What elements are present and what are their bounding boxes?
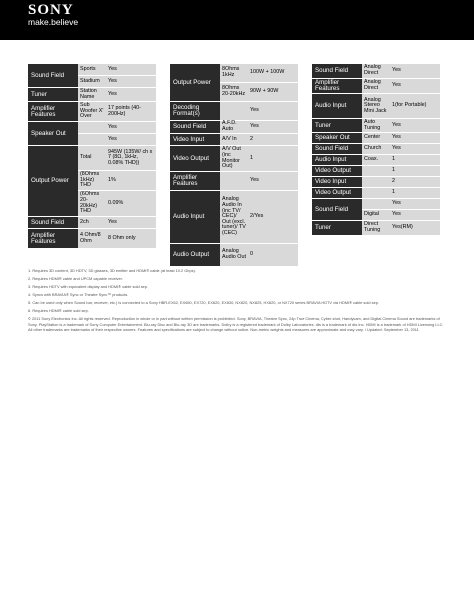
spec-row — [28, 122, 156, 133]
spec-label: Analog Stereo Mini Jack — [362, 94, 390, 118]
spec-label: Sub Woofer X' Over — [78, 102, 106, 121]
spec-value: Yes — [106, 88, 156, 101]
spec-label — [362, 188, 390, 198]
footnotes — [28, 268, 448, 335]
section-label: Audio Output — [170, 244, 220, 266]
spec-value: 0 — [248, 244, 298, 266]
spec-value: Yes — [390, 210, 440, 220]
spec-value: Yes — [106, 134, 156, 145]
section-label: Tuner — [28, 88, 78, 101]
spec-label: Center — [362, 133, 390, 143]
spec-row — [312, 133, 440, 143]
spec-row — [312, 144, 440, 154]
section-label: Sound Field — [28, 64, 78, 87]
spec-row — [312, 188, 440, 198]
spec-label — [220, 102, 248, 120]
spec-row — [28, 102, 156, 121]
spec-label: Direct Tuning — [362, 221, 390, 235]
spec-value: Yes — [106, 217, 156, 228]
spec-value: Yes — [106, 76, 156, 87]
spec-row — [312, 94, 440, 118]
spec-label: 8Ohms 20-20kHz — [220, 83, 248, 101]
spec-row — [170, 134, 298, 145]
spec-value: 8 Ohm only — [106, 229, 156, 248]
spec-row — [312, 119, 440, 132]
spec-row — [170, 146, 298, 171]
footnote: 2. Requires HDMI® cable and UPCM capable receiver. — [28, 275, 123, 281]
section-label: Tuner — [312, 221, 362, 235]
spec-label — [78, 134, 106, 145]
section-label: Audio Input — [312, 155, 362, 165]
section-label: Amplifier Features — [170, 172, 220, 190]
spec-label: Analog Direct — [362, 79, 390, 93]
spec-label: Church — [362, 144, 390, 154]
spec-label: Station Name — [78, 88, 106, 101]
spec-label: Coax. — [362, 155, 390, 165]
section-label: Video Input — [170, 134, 220, 145]
header-bar — [0, 0, 474, 40]
spec-value: 2/Yes — [248, 191, 298, 243]
spec-label: (6Ohms 20-20kHz) THD — [78, 191, 106, 216]
section-label: Speaker Out — [28, 122, 78, 145]
spec-label — [362, 199, 390, 209]
section-label: Sound Field — [170, 121, 220, 133]
spec-label: Total — [78, 146, 106, 170]
spec-label: Sports — [78, 64, 106, 75]
spec-value: 1 — [390, 166, 440, 176]
spec-label: (8Ohms 1kHz) THD — [78, 171, 106, 190]
spec-row — [312, 199, 440, 209]
spec-value: 1 — [390, 155, 440, 165]
spec-value: Yes — [390, 119, 440, 132]
spec-label — [362, 166, 390, 176]
spec-row — [312, 79, 440, 93]
section-label: Video Input — [312, 177, 362, 187]
spec-row — [312, 155, 440, 165]
spec-label: A.F.D. Auto — [220, 121, 248, 133]
sony-logo: SONY — [28, 2, 74, 18]
spec-value: Yes — [248, 172, 298, 190]
section-label: Audio Input — [312, 94, 362, 118]
spec-value: 2 — [390, 177, 440, 187]
spec-row — [312, 177, 440, 187]
spec-row — [312, 64, 440, 78]
spec-value: Yes — [390, 133, 440, 143]
spec-value: Yes — [390, 64, 440, 78]
spec-value: 90W + 90W — [248, 83, 298, 101]
spec-row — [312, 166, 440, 176]
spec-value: Yes — [248, 121, 298, 133]
spec-value: Yes — [390, 199, 440, 209]
spec-value: 2 — [248, 134, 298, 145]
footnote: 4. Syncs with BRAVIA® Sync or Theatre Sync™ products. — [28, 291, 129, 297]
spec-row — [312, 221, 440, 235]
spec-row — [28, 64, 156, 75]
spec-value: 17 points (40-200Hz) — [106, 102, 156, 121]
spec-row — [28, 88, 156, 101]
spec-label: A/V In — [220, 134, 248, 145]
spec-table-col1 — [28, 63, 156, 249]
section-label: Tuner — [312, 119, 362, 132]
spec-label: 2ch — [78, 217, 106, 228]
spec-label: A/V Out (inc Monitor Out) — [220, 146, 248, 171]
spec-label: 8Ohms 1kHz — [220, 64, 248, 82]
spec-row — [28, 146, 156, 170]
legal-text: © 2011 Sony Electronics Inc. All rights reserved. Reproduction in whole or in part without written permission is prohibited. Sony, BRAVIA, Theatre Sync, 24p True Cinema, Cyber-shot, Handycam, and Digital Cinema Sound are trademarks of Sony. PlayStation is a trademark of Sony Computer Entertainment. Blu-ray Disc and Blu-ray 3D are trademarks. Dolby is a registered trademark of Dolby Laboratories. dts is a trademark of dts Inc. HDMI is a trademark of HDMI Licensing LLC. All other trademarks are trademarks of their respective owners. Features and specifications are subject to change without notice. Non-metric weights and measures are approximate and may vary. / Updated: September 13, 2011 — [28, 315, 444, 333]
spec-value: 100W + 100W — [248, 64, 298, 82]
footnote: 3. Requires HDTV with equivalent display and HDMI® cable sold sep. — [28, 283, 149, 289]
footnote: 5. Can be used only when Sound bar, receiver, etc.) is connected to a Sony HBR-EX62, EX650, EX720, EX820, EX830, NX820, NX825, HX820, or NX720 series BRAVIA HDTV via HDMI® cable sold sep. — [28, 299, 379, 305]
spec-value: Yes — [248, 102, 298, 120]
spec-row — [28, 217, 156, 228]
spec-value: Yes — [106, 122, 156, 133]
footnote: 1. Requires 3D content, 3D HDTV, 3D glasses, 3D emitter and HDMI® cable (at least 10.2 Gbps). — [28, 268, 196, 273]
spec-label: Analog Audio Out — [220, 244, 248, 266]
spec-value: 1% — [106, 171, 156, 190]
spec-value: Yes(RM) — [390, 221, 440, 235]
section-label: Amplifier Features — [28, 102, 78, 121]
spec-label — [78, 122, 106, 133]
section-label: Sound Field — [312, 64, 362, 78]
spec-value: 0.09% — [106, 191, 156, 216]
spec-row — [28, 229, 156, 248]
section-label: Sound Field — [312, 144, 362, 154]
spec-label — [220, 172, 248, 190]
spec-label: 4 Ohm/8 Ohm — [78, 229, 106, 248]
section-label: Audio Input — [170, 191, 220, 243]
section-label: Speaker Out — [312, 133, 362, 143]
spec-value: Yes — [106, 64, 156, 75]
section-label: Sound Field — [312, 199, 362, 220]
spec-row — [170, 172, 298, 190]
section-label: Sound Field — [28, 217, 78, 228]
spec-value: Yes — [390, 79, 440, 93]
spec-row — [170, 191, 298, 243]
spec-value: 1 — [390, 188, 440, 198]
spec-label: Digital — [362, 210, 390, 220]
spec-label: Analog Direct — [362, 64, 390, 78]
spec-row — [170, 121, 298, 133]
spec-value: Yes — [390, 144, 440, 154]
spec-label: Analog Audio In (inc TV/ CEC)/ Out (excl. tuner)/ TV (CEC) — [220, 191, 248, 243]
spec-value: 1(for Portable) — [390, 94, 440, 118]
section-label: Amplifier Features — [28, 229, 78, 248]
spec-label — [362, 177, 390, 187]
spec-row — [170, 64, 298, 82]
spec-label: Stadium — [78, 76, 106, 87]
spec-label: Auto Tuning — [362, 119, 390, 132]
spec-row — [170, 244, 298, 266]
spec-row — [170, 102, 298, 120]
spec-table-col3 — [312, 63, 440, 236]
section-label: Output Power — [28, 146, 78, 216]
section-label: Video Output — [170, 146, 220, 171]
spec-table-col2 — [170, 63, 298, 267]
tagline: make.believe — [28, 17, 79, 27]
spec-value: 945W (135W/ ch x 7 (8Ω, 1kHz, 0.08% THD)) — [106, 146, 156, 170]
footnote: 6. Requires HDMI® cable sold sep. — [28, 307, 89, 313]
section-label: Output Power — [170, 64, 220, 101]
spec-value: 1 — [248, 146, 298, 171]
section-label: Decoding Format(s) — [170, 102, 220, 120]
section-label: Amplifier Features — [312, 79, 362, 93]
section-label: Video Output — [312, 188, 362, 198]
section-label: Video Output — [312, 166, 362, 176]
